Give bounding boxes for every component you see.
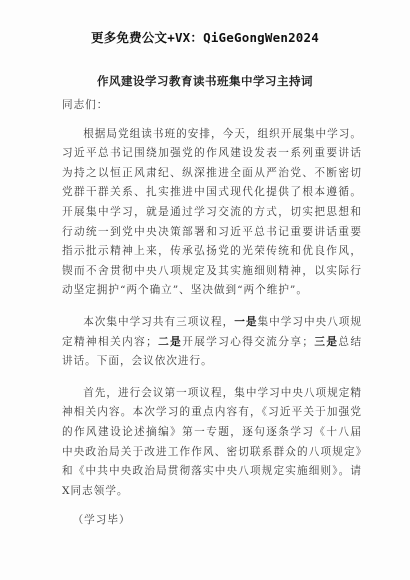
- agenda-item-1-marker: 一是: [234, 315, 258, 328]
- agenda-item-2-text: 开展学习心得交流分享；: [182, 335, 314, 348]
- document-body: [62, 96, 362, 531]
- salutation: 同志们：: [62, 99, 109, 111]
- paragraph-agenda: [62, 313, 362, 372]
- agenda-item-1-text: 集中学习中央八项规定精神相关内容；: [62, 315, 363, 348]
- agenda-item-2-marker: 二是: [157, 335, 183, 348]
- agenda-lead: 本次集中学习共有三项议程，: [83, 315, 235, 328]
- document-title: 作风建设学习教育读书班集中学习主持词: [97, 74, 313, 88]
- paragraph-intro: 根据局党组读书班的安排，今天，组织开展集中学习。习近平总书记围绕加强党的作风建设发表一系列重要讲话为持之以恒正风肃纪、纵深推进全面从严治党、不断密切党群干群关系、扎实推进中国式现代化提供了根本遵循。开展集中学习，就是通过学习交流的方式，切实把思想和行动统一到党中央决策部署和习近平总书记重要讲话重要指示批示精神上来，传承弘扬党的光荣传统和优良作风，锲而不舍贯彻中央八项规定及其实施细则精神，以实际行动坚定拥护“两个确立”、坚决做到“两个维护”。: [62, 127, 362, 297]
- agenda-item-3-text: 总结讲话。下面，会议依次进行。: [62, 335, 363, 368]
- promo-banner: 更多免费公文+VX：QiGeGongWen2024: [91, 30, 319, 45]
- agenda-item-3-marker: 三是: [313, 335, 339, 348]
- closing-note: （学习毕）: [72, 514, 131, 527]
- paragraph-first-item: 首先，进行会议第一项议程，集中学习中央八项规定精神相关内容。本次学习的重点内容有，《习近平关于加强党的作风建设论述摘编》第一专题，逐句逐条学习《十八届中央政治局关于改进工作作风、密切联系群众的八项规定》和《中共中央政治局贯彻落实中央八项规定实施细则》。请X同志领学。: [62, 386, 362, 497]
